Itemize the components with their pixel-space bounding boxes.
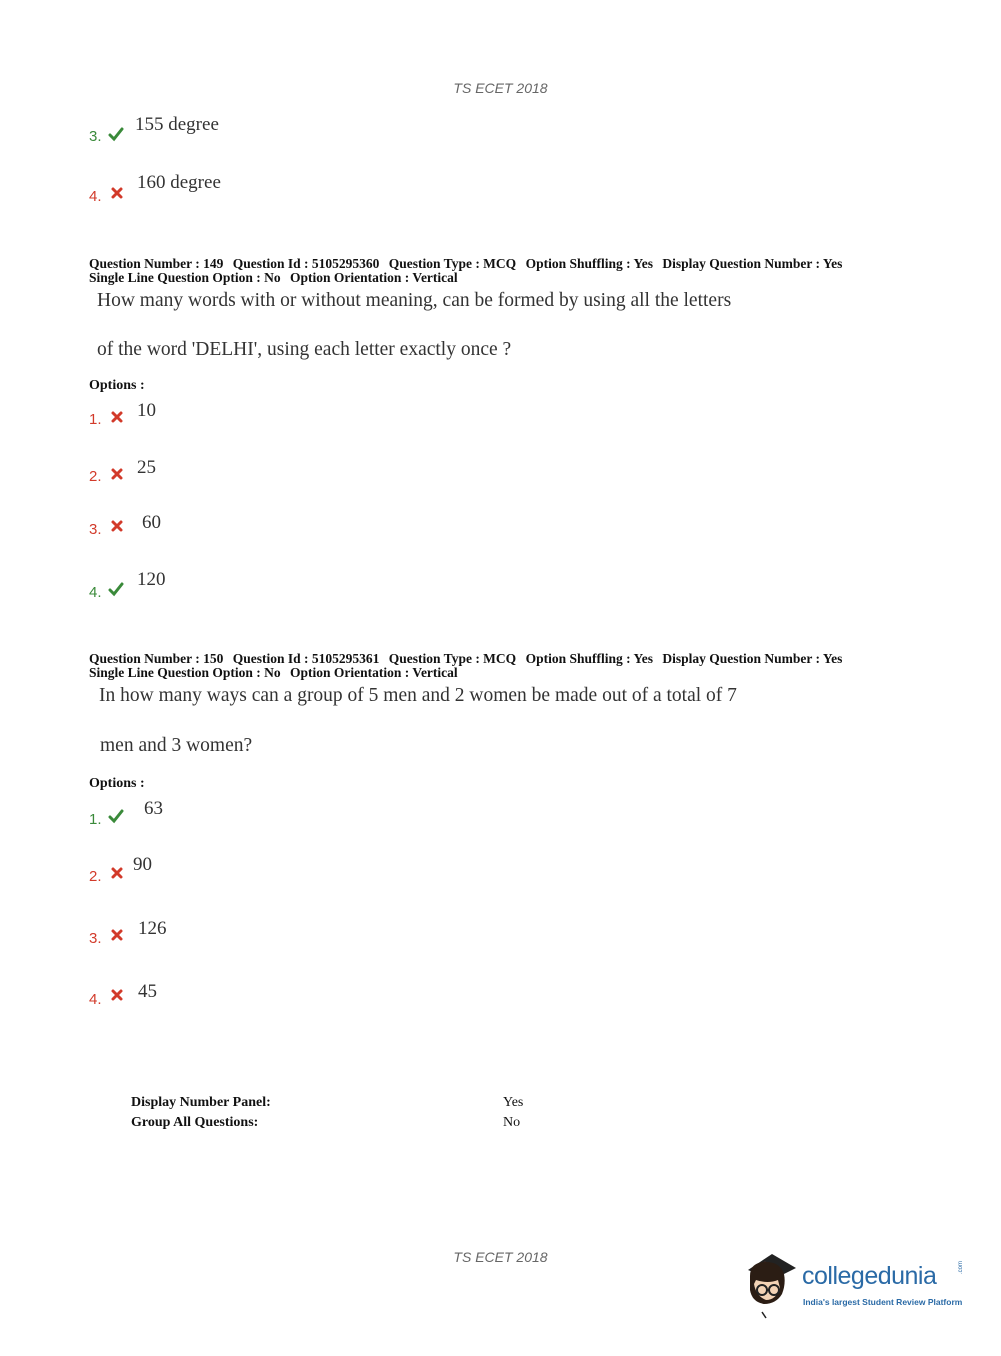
q150-text-line2: men and 3 women? [100,735,253,756]
q150-options-label: Options : [89,776,145,791]
prev-option-3-text: 155 degree [135,114,219,135]
q150-meta-line1 [89,652,848,666]
cross-icon [109,987,125,1003]
q149-option-1-text: 10 [137,400,156,421]
q149-meta-orientation: Option Orientation : Vertical [290,270,458,285]
cross-icon [109,409,125,425]
q149-option-4-text: 120 [137,569,166,590]
q149-options-label: Options : [89,378,145,393]
display-number-panel-label: Display Number Panel: [131,1095,271,1110]
q149-option-3-number: 3. [89,521,102,538]
q150-meta-question-type: Question Type : MCQ [388,651,517,666]
q150-meta-question-id: Question Id : 5105295361 [232,651,380,666]
q150-option-3-number: 3. [89,930,102,947]
q150-text-line1: In how many ways can a group of 5 men and 2 women be made out of a total of 7 [99,685,737,706]
q149-option-2-text: 25 [137,457,156,478]
cross-icon [109,927,125,943]
q150-option-4-number: 4. [89,991,102,1008]
q149-meta-single-line: Single Line Question Option : No [89,270,281,285]
q150-option-2-number: 2. [89,868,102,885]
q149-option-3-text: 60 [142,512,161,533]
logo-wordmark: collegedunia [802,1262,937,1290]
prev-option-4-text: 160 degree [137,172,221,193]
collegedunia-mascot-logo [742,1250,800,1320]
cross-icon [109,466,125,482]
display-number-panel-value: Yes [503,1095,524,1110]
q149-meta-question-number: Question Number : 149 [89,256,224,271]
cross-icon [109,185,125,201]
q150-option-1-number: 1. [89,811,102,828]
page-header: TS ECET 2018 [453,80,548,96]
q150-meta-orientation: Option Orientation : Vertical [290,665,458,680]
cross-icon [109,518,125,534]
logo-tagline: India's largest Student Review Platform [803,1297,963,1307]
q150-option-2-text: 90 [133,854,152,875]
check-icon [108,808,124,824]
group-all-questions-label: Group All Questions: [131,1115,259,1130]
q150-option-1-text: 63 [144,798,163,819]
q149-meta-line1 [89,257,848,271]
group-all-questions-value: No [503,1115,521,1130]
prev-option-4-number: 4. [89,188,102,205]
q150-meta-single-line: Single Line Question Option : No [89,665,281,680]
q149-meta-line2 [89,271,464,285]
q149-text-line2: of the word 'DELHI', using each letter exactly once ? [97,339,512,360]
q150-meta-question-number: Question Number : 150 [89,651,224,666]
q150-meta-line2 [89,666,464,680]
q149-meta-question-type: Question Type : MCQ [388,256,517,271]
q149-text-line1: How many words with or without meaning, can be formed by using all the letters [97,290,732,311]
q149-option-2-number: 2. [89,468,102,485]
q150-option-3-text: 126 [138,918,167,939]
q150-meta-display-number: Display Question Number : Yes [662,651,843,666]
q149-meta-option-shuffling: Option Shuffling : Yes [525,256,653,271]
q149-meta-display-number: Display Question Number : Yes [662,256,843,271]
q149-meta-question-id: Question Id : 5105295360 [232,256,380,271]
q149-option-1-number: 1. [89,411,102,428]
check-icon [108,581,124,597]
page-footer: TS ECET 2018 [453,1249,548,1265]
q149-option-4-number: 4. [89,584,102,601]
check-icon [108,126,124,142]
q150-meta-option-shuffling: Option Shuffling : Yes [525,651,653,666]
logo-suffix: .com [958,1260,964,1274]
prev-option-3-number: 3. [89,128,102,145]
q150-option-4-text: 45 [138,981,157,1002]
cross-icon [109,865,125,881]
